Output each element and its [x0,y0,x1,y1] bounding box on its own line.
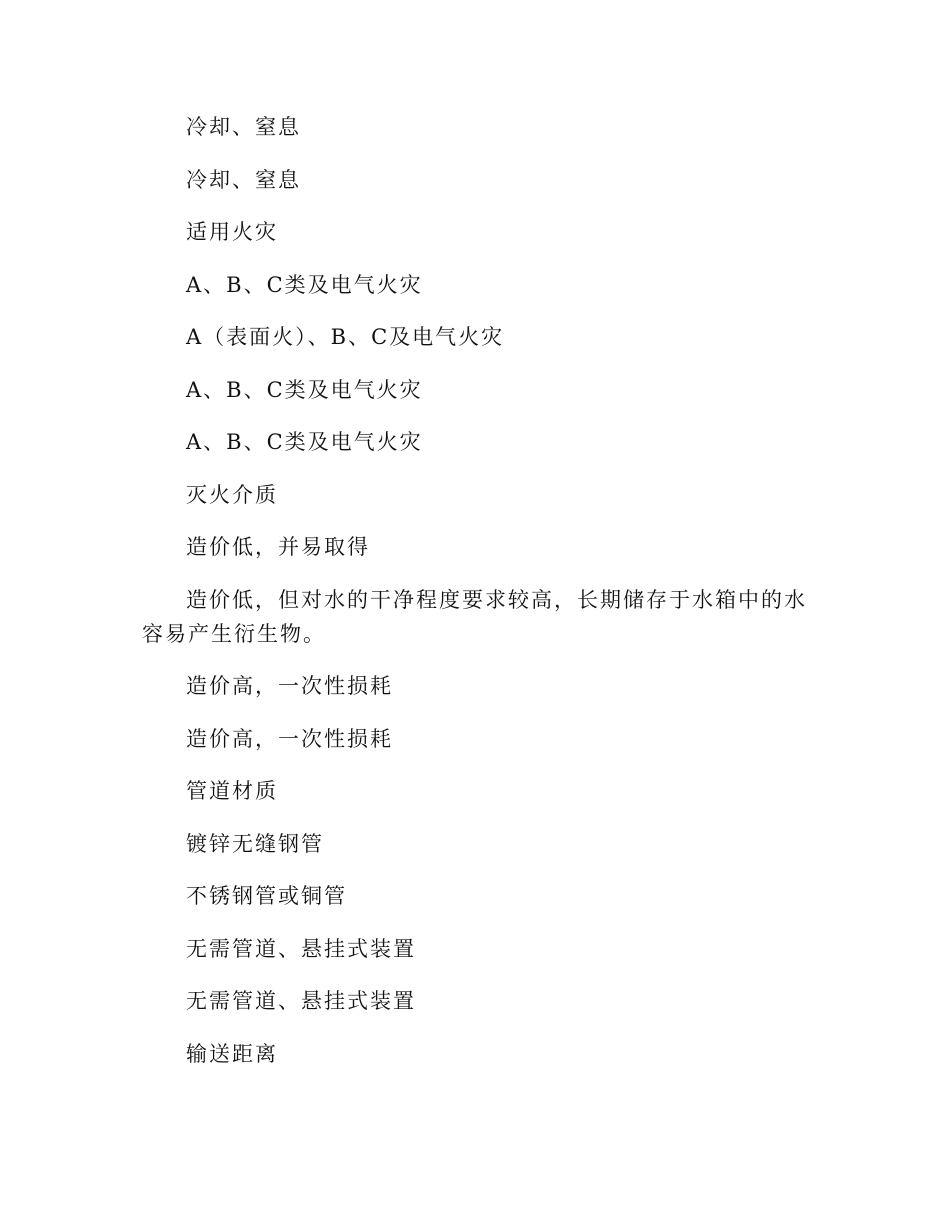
paragraph-extinguishing-medium: 灭火介质 [186,482,278,507]
paragraph-pipe-material: 管道材质 [186,779,278,803]
paragraph-stainless-pipe: 不锈钢管或铜管 [186,884,347,908]
document-body [142,110,810,1089]
paragraph-fire-class-4: A、B、C类及电气火灾 [186,430,423,454]
paragraph-cooling-suffocation-1: 冷却、窒息 [186,115,301,139]
paragraph-conveying-distance: 输送距离 [186,1041,278,1066]
paragraph-galvanized-pipe: 镀锌无缝钢管 [186,831,324,856]
paragraph-cost-low-1: 造价低，并易取得 [186,535,370,559]
paragraph-cost-high-1: 造价高，一次性损耗 [186,674,393,698]
paragraph-fire-class-3: A、B、C类及电气火灾 [186,377,423,402]
paragraph-cost-low-2: 造价低，但对水的干净程度要求较高，长期储存于水箱中的水容易产生衍生物。 [142,587,807,646]
paragraph-no-pipe-2: 无需管道、悬挂式装置 [186,989,416,1013]
paragraph-cooling-suffocation-2: 冷却、窒息 [186,167,301,192]
paragraph-applicable-fire: 适用火灾 [186,220,278,244]
paragraph-fire-class-1: A、B、C类及电气火灾 [186,272,423,297]
paragraph-no-pipe-1: 无需管道、悬挂式装置 [186,936,416,961]
paragraph-fire-class-2: A（表面火）、B、C及电气火灾 [186,325,505,349]
paragraph-cost-high-2: 造价高，一次性损耗 [186,726,393,751]
